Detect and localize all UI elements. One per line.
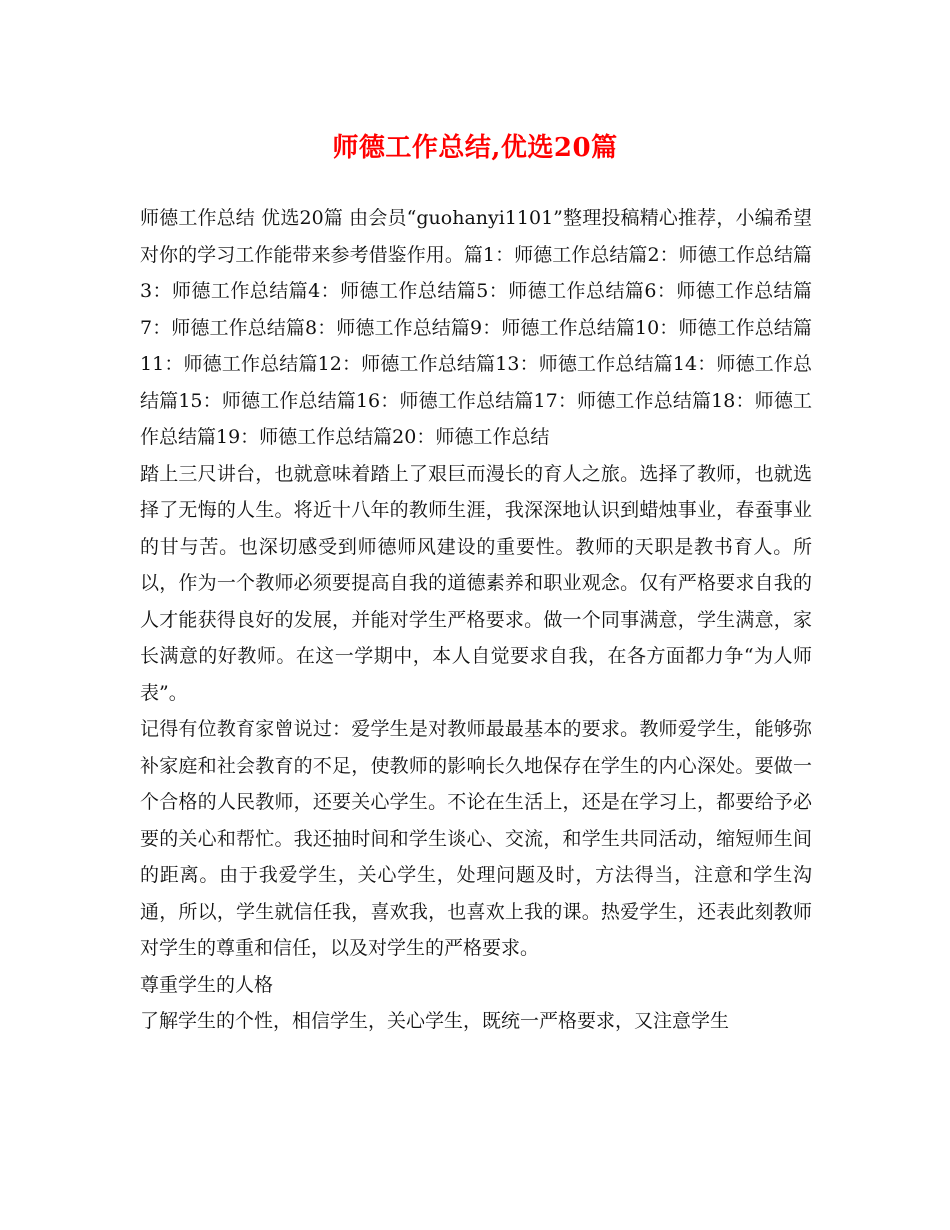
paragraph-1: 踏上三尺讲台，也就意味着踏上了艰巨而漫长的育人之旅。选择了教师，也就选择了无悔的人生。将近十八年的教师生涯，我深深地认识到蜡烛事业，春蚕事业的甘与苦。也深切感受到师德师风建设的重要性。教师的天职是教书育人。所以，作为一个教师必须要提高自我的道德素养和职业观念。仅有严格要求自我的人才能获得良好的发展，并能对学生严格要求。做一个同事满意，学生满意，家长满意的好教师。在这一学期中，本人自觉要求自我，在各方面都力争“为人师表”。 (140, 462, 812, 704)
paragraph-intro: 师德工作总结 优选20篇 由会员“guohanyi1101”整理投稿精心推荐，小编希望对你的学习工作能带来参考借鉴作用。篇1：师德工作总结篇2：师德工作总结篇3：师德工作总结篇4：师德工作总结篇5：师德工作总结篇6：师德工作总结篇7：师德工作总结篇8：师德工作总结篇9：师德工作总结篇10：师德工作总结篇11：师德工作总结篇12：师德工作总结篇13：师德工作总结篇14：师德工作总结篇15：师德工作总结篇16：师德工作总结篇17：师德工作总结篇18：师德工作总结篇19：师德工作总结篇20：师德工作总结 (140, 207, 812, 448)
document-title: 师德工作总结,优选20篇 (332, 133, 618, 163)
document-body (140, 200, 812, 1040)
paragraph-2: 记得有位教育家曾说过：爱学生是对教师最最基本的要求。教师爱学生，能够弥补家庭和社会教育的不足，使教师的影响长久地保存在学生的内心深处。要做一个合格的人民教师，还要关心学生。不论在生活上，还是在学习上，都要给予必要的关心和帮忙。我还抽时间和学生谈心、交流，和学生共同活动，缩短师生间的距离。由于我爱学生，关心学生，处理问题及时，方法得当，注意和学生沟通，所以，学生就信任我，喜欢我，也喜欢上我的课。热爱学生，还表此刻教师对学生的尊重和信任，以及对学生的严格要求。 (140, 718, 812, 959)
paragraph-3: 了解学生的个性，相信学生，关心学生，既统一严格要求，又注意学生 (140, 1010, 730, 1032)
paragraph-heading: 尊重学生的人格 (140, 973, 274, 996)
